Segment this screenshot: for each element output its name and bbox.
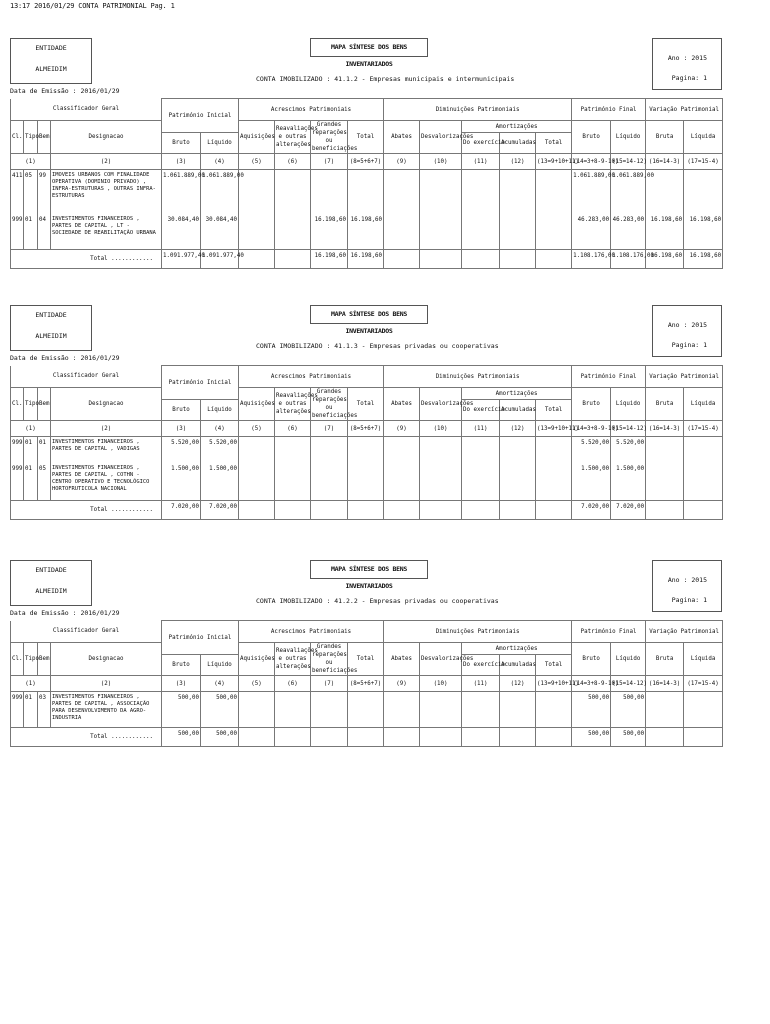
cl-cell: 999	[11, 437, 24, 463]
total-variacao-bruta	[646, 501, 684, 520]
bem-cell: 01	[38, 437, 51, 463]
desvalorizacoes-cell	[420, 214, 462, 250]
designacao-header: Designacao	[51, 121, 162, 154]
column-number: (17=15-4)	[684, 154, 723, 170]
final-bruto-cell: 5.520,00	[572, 437, 611, 463]
amort-acumuladas-cell	[500, 214, 536, 250]
year-page-box	[652, 305, 722, 357]
total-variacao-bruta	[646, 728, 684, 747]
data-emissao: Data de Emissão : 2016/01/29	[10, 609, 120, 617]
designacao-cell: INVESTIMENTOS FINANCEIROS , PARTES DE CAPITAL , LT - SOCIEDADE DE REABILITAÇÃO URBANA	[51, 214, 162, 250]
total-label: Total ............	[11, 728, 162, 747]
patrimonio-final-header: Património Final	[572, 99, 646, 121]
do-exercicio-header: Do exercício	[462, 133, 500, 154]
final-bruto-cell: 500,00	[572, 692, 611, 728]
total-acrescimos	[348, 501, 384, 520]
designacao-cell: INVESTIMENTOS FINANCEIROS , PARTES DE CAPITAL , COTHN - CENTRO OPERATIVO E TECNOLÓGICO HORTOFRUTICOLA NACIONAL	[51, 463, 162, 501]
total-acrescimos	[348, 728, 384, 747]
designacao-cell: IMOVEIS URBANOS COM FINALIDADE OPERATIVA (DOMINIO PRIVADO) , INFRA-ESTRUTURAS , OUTRAS INFRA-ESTRUTURAS	[51, 170, 162, 214]
entidade-name: ALMEIDIM	[35, 332, 67, 340]
column-number: (15=14-12)	[611, 421, 646, 437]
column-number: (6)	[275, 154, 311, 170]
column-number: (11)	[462, 421, 500, 437]
final-liquido-header: Líquido	[611, 121, 646, 154]
column-number: (7)	[311, 676, 348, 692]
column-number: (9)	[384, 676, 420, 692]
reavaliacoes-header: Reavaliações e outras alterações	[275, 388, 311, 421]
amort-exercicio-cell	[462, 170, 500, 214]
column-number: (16=14-3)	[646, 154, 684, 170]
classificador-header: Classificador Geral	[11, 99, 162, 121]
column-number: (13=9+10+11)	[536, 154, 572, 170]
variacao-liquida-cell	[684, 692, 723, 728]
table-row	[11, 214, 723, 250]
final-bruto-cell: 46.283,00	[572, 214, 611, 250]
diminuicoes-header: Diminuições Patrimoniais	[384, 621, 572, 643]
ano-label: Ano : 2015	[667, 54, 707, 62]
liquido-cell: 1.500,00	[201, 463, 239, 501]
data-emissao: Data de Emissão : 2016/01/29	[10, 354, 120, 362]
grandes-cell	[311, 692, 348, 728]
column-number: (15=14-12)	[611, 154, 646, 170]
page-header: 13:17 2016/01/29 CONTA PATRIMONIAL Pag. 1	[10, 2, 175, 10]
reavaliacoes-cell	[275, 170, 311, 214]
desvalorizacoes-cell	[420, 437, 462, 463]
year-page-box	[652, 560, 722, 612]
cl-header: Cl.	[11, 643, 24, 676]
aquisicoes-cell	[239, 463, 275, 501]
bruto-cell: 500,00	[162, 692, 201, 728]
abates-header: Abates	[384, 388, 420, 421]
cl-header: Cl.	[11, 388, 24, 421]
data-emissao: Data de Emissão : 2016/01/29	[10, 87, 120, 95]
cl-cell: 411	[11, 170, 24, 214]
reavaliacoes-header: Reavaliações e outras alterações	[275, 121, 311, 154]
tipo-cell: 01	[24, 437, 38, 463]
total-row	[11, 728, 723, 747]
inventory-table	[10, 98, 723, 269]
patrimonio-final-header: Património Final	[572, 621, 646, 643]
tipo-header: Tipo	[24, 388, 38, 421]
total-final-liquido: 500,00	[611, 728, 646, 747]
aquisicoes-header: Aquisições	[239, 121, 275, 154]
liquido-cell: 5.520,00	[201, 437, 239, 463]
column-number: (11)	[462, 676, 500, 692]
bem-cell: 03	[38, 692, 51, 728]
desvalorizacoes-header: Desvalorizações	[420, 388, 462, 421]
total-final-bruto: 500,00	[572, 728, 611, 747]
acrescimos-total-cell	[348, 170, 384, 214]
acrescimos-header: Acrescimos Patrimoniais	[239, 621, 384, 643]
patrimonio-final-header: Património Final	[572, 366, 646, 388]
column-number: (5)	[239, 154, 275, 170]
bruto-cell: 1.500,00	[162, 463, 201, 501]
total-variacao-bruta: 16.198,60	[646, 250, 684, 269]
conta-imobilizado: CONTA IMOBILIZADO : 41.1.3 - Empresas privadas ou cooperativas	[256, 342, 499, 350]
reavaliacoes-cell	[275, 437, 311, 463]
final-bruto-header: Bruto	[572, 643, 611, 676]
column-number: (17=15-4)	[684, 421, 723, 437]
column-number: (8=5+6+7)	[348, 676, 384, 692]
column-number: (3)	[162, 421, 201, 437]
amort-exercicio-cell	[462, 463, 500, 501]
aquisicoes-cell	[239, 437, 275, 463]
final-liquido-header: Líquido	[611, 643, 646, 676]
designacao-header: Designacao	[51, 388, 162, 421]
reavaliacoes-cell	[275, 692, 311, 728]
do-exercicio-header: Do exercício	[462, 400, 500, 421]
acumuladas-header: Acumuladas	[500, 655, 536, 676]
bem-header: Bem	[38, 388, 51, 421]
total-bruto: 7.020,00	[162, 501, 201, 520]
amortizacoes-total-header: Total	[536, 655, 572, 676]
column-number: (5)	[239, 676, 275, 692]
diminuicoes-header: Diminuições Patrimoniais	[384, 366, 572, 388]
bruto-cell: 30.084,40	[162, 214, 201, 250]
desvalorizacoes-header: Desvalorizações	[420, 643, 462, 676]
table-row	[11, 170, 723, 214]
column-number: (1)	[11, 154, 51, 170]
acrescimos-total-header: Total	[348, 388, 384, 421]
bem-header: Bem	[38, 643, 51, 676]
total-variacao-liquida	[684, 728, 723, 747]
column-number: (6)	[275, 421, 311, 437]
inventory-table	[10, 365, 723, 520]
variacao-bruta-cell: 16.198,60	[646, 214, 684, 250]
abates-cell	[384, 214, 420, 250]
aquisicoes-cell	[239, 214, 275, 250]
classificador-header: Classificador Geral	[11, 621, 162, 643]
table-row	[11, 692, 723, 728]
final-liquido-cell: 500,00	[611, 692, 646, 728]
inicial-bruto-header: Bruto	[162, 655, 201, 676]
acumuladas-header: Acumuladas	[500, 400, 536, 421]
diminuicoes-total-cell	[536, 170, 572, 214]
entidade-name: ALMEIDIM	[35, 587, 67, 595]
column-number: (8=5+6+7)	[348, 421, 384, 437]
variacao-liquida-header: Líquida	[684, 121, 723, 154]
reavaliacoes-cell	[275, 463, 311, 501]
pagina-label: Pagina: 1	[671, 74, 707, 82]
total-label: Total ............	[11, 501, 162, 520]
column-number: (3)	[162, 154, 201, 170]
entidade-label: ENTIDADE	[35, 566, 67, 574]
column-number: (4)	[201, 154, 239, 170]
abates-header: Abates	[384, 121, 420, 154]
entidade-box	[10, 38, 92, 84]
grandes-cell	[311, 170, 348, 214]
amort-exercicio-cell	[462, 692, 500, 728]
variacao-liquida-cell	[684, 170, 723, 214]
variacao-header: Variação Patrimonial	[646, 621, 723, 643]
amortizacoes-header: Amortizações	[462, 121, 572, 133]
bruto-cell: 1.061.889,00	[162, 170, 201, 214]
amort-acumuladas-cell	[500, 692, 536, 728]
report-title: MAPA SÍNTESE DOS BENS INVENTARIADOS	[310, 38, 428, 57]
aquisicoes-cell	[239, 692, 275, 728]
total-grandes	[311, 501, 348, 520]
variacao-liquida-header: Líquida	[684, 643, 723, 676]
column-number: (12)	[500, 676, 536, 692]
do-exercicio-header: Do exercício	[462, 655, 500, 676]
acrescimos-total-cell	[348, 463, 384, 501]
tipo-cell: 01	[24, 692, 38, 728]
column-number: (2)	[51, 421, 162, 437]
acrescimos-total-cell	[348, 692, 384, 728]
grandes-cell: 16.198,60	[311, 214, 348, 250]
tipo-header: Tipo	[24, 643, 38, 676]
column-number: (1)	[11, 421, 51, 437]
cl-cell: 999	[11, 214, 24, 250]
column-number: (9)	[384, 421, 420, 437]
acumuladas-header: Acumuladas	[500, 133, 536, 154]
column-number: (16=14-3)	[646, 421, 684, 437]
entidade-box	[10, 560, 92, 606]
cl-cell: 999	[11, 692, 24, 728]
total-final-liquido: 1.108.176,00	[611, 250, 646, 269]
column-number: (3)	[162, 676, 201, 692]
total-liquido: 500,00	[201, 728, 239, 747]
ano-label: Ano : 2015	[667, 321, 707, 329]
ano-label: Ano : 2015	[667, 576, 707, 584]
table-row	[11, 437, 723, 463]
final-bruto-cell: 1.061.889,00	[572, 170, 611, 214]
abates-cell	[384, 170, 420, 214]
column-number: (10)	[420, 676, 462, 692]
amortizacoes-header: Amortizações	[462, 643, 572, 655]
diminuicoes-total-cell	[536, 214, 572, 250]
column-number: (8=5+6+7)	[348, 154, 384, 170]
liquido-cell: 500,00	[201, 692, 239, 728]
amortizacoes-header: Amortizações	[462, 388, 572, 400]
column-number: (14=3+8-9-10)	[572, 676, 611, 692]
report-title: MAPA SÍNTESE DOS BENS INVENTARIADOS	[310, 560, 428, 579]
amortizacoes-total-header: Total	[536, 400, 572, 421]
cl-header: Cl.	[11, 121, 24, 154]
inventory-table	[10, 620, 723, 747]
abates-cell	[384, 437, 420, 463]
inicial-bruto-header: Bruto	[162, 133, 201, 154]
bem-cell: 99	[38, 170, 51, 214]
variacao-bruta-header: Bruta	[646, 388, 684, 421]
patrimonio-inicial-header: Património Inicial	[162, 99, 239, 133]
desvalorizacoes-cell	[420, 692, 462, 728]
final-bruto-header: Bruto	[572, 121, 611, 154]
variacao-liquida-cell	[684, 437, 723, 463]
column-number: (11)	[462, 154, 500, 170]
diminuicoes-total-cell	[536, 692, 572, 728]
total-row	[11, 501, 723, 520]
total-liquido: 1.091.977,40	[201, 250, 239, 269]
column-number: (4)	[201, 421, 239, 437]
diminuicoes-total-cell	[536, 437, 572, 463]
final-liquido-cell: 1.061.889,00	[611, 170, 646, 214]
column-number: (14=3+8-9-10)	[572, 421, 611, 437]
acrescimos-total-cell: 16.198,60	[348, 214, 384, 250]
grandes-reparacoes-header: Grandes reparações ou beneficiações	[312, 122, 358, 152]
variacao-liquida-cell	[684, 463, 723, 501]
column-number: (14=3+8-9-10)	[572, 154, 611, 170]
grandes-cell	[311, 437, 348, 463]
variacao-bruta-header: Bruta	[646, 643, 684, 676]
acrescimos-total-cell	[348, 437, 384, 463]
column-number: (2)	[51, 154, 162, 170]
column-number: (12)	[500, 421, 536, 437]
column-number: (1)	[11, 676, 51, 692]
reavaliacoes-header: Reavaliações e outras alterações	[275, 643, 311, 676]
designacao-header: Designacao	[51, 643, 162, 676]
total-grandes	[311, 728, 348, 747]
liquido-cell: 1.061.889,00	[201, 170, 239, 214]
bem-cell: 05	[38, 463, 51, 501]
grandes-reparacoes-header: Grandes reparações ou beneficiações	[312, 389, 358, 419]
variacao-bruta-cell	[646, 692, 684, 728]
acrescimos-header: Acrescimos Patrimoniais	[239, 99, 384, 121]
patrimonio-inicial-header: Património Inicial	[162, 621, 239, 655]
cl-cell: 999	[11, 463, 24, 501]
inicial-liquido-header: Líquido	[201, 400, 239, 421]
diminuicoes-total-cell	[536, 463, 572, 501]
total-acrescimos: 16.198,60	[348, 250, 384, 269]
reavaliacoes-cell	[275, 214, 311, 250]
column-number: (12)	[500, 154, 536, 170]
abates-cell	[384, 692, 420, 728]
inicial-liquido-header: Líquido	[201, 133, 239, 154]
inicial-liquido-header: Líquido	[201, 655, 239, 676]
total-label: Total ............	[11, 250, 162, 269]
tipo-cell: 01	[24, 463, 38, 501]
total-grandes: 16.198,60	[311, 250, 348, 269]
total-bruto: 500,00	[162, 728, 201, 747]
column-number: (13=9+10+11)	[536, 421, 572, 437]
column-number: (7)	[311, 421, 348, 437]
amort-exercicio-cell	[462, 437, 500, 463]
year-page-box	[652, 38, 722, 90]
aquisicoes-header: Aquisições	[239, 388, 275, 421]
patrimonio-inicial-header: Património Inicial	[162, 366, 239, 400]
tipo-header: Tipo	[24, 121, 38, 154]
variacao-bruta-header: Bruta	[646, 121, 684, 154]
table-row	[11, 463, 723, 501]
classificador-header: Classificador Geral	[11, 366, 162, 388]
final-liquido-cell: 5.520,00	[611, 437, 646, 463]
acrescimos-total-header: Total	[348, 643, 384, 676]
amort-exercicio-cell	[462, 214, 500, 250]
variacao-bruta-cell	[646, 437, 684, 463]
grandes-cell	[311, 463, 348, 501]
total-bruto: 1.091.977,40	[162, 250, 201, 269]
final-liquido-header: Líquido	[611, 388, 646, 421]
inicial-bruto-header: Bruto	[162, 400, 201, 421]
desvalorizacoes-cell	[420, 463, 462, 501]
conta-imobilizado: CONTA IMOBILIZADO : 41.1.2 - Empresas municipais e intermunicipais	[256, 75, 515, 83]
column-number: (17=15-4)	[684, 676, 723, 692]
report-title: MAPA SÍNTESE DOS BENS INVENTARIADOS	[310, 305, 428, 324]
final-liquido-cell: 46.283,00	[611, 214, 646, 250]
grandes-reparacoes-header: Grandes reparações ou beneficiações	[312, 644, 358, 674]
tipo-cell: 05	[24, 170, 38, 214]
total-final-bruto: 7.020,00	[572, 501, 611, 520]
amort-acumuladas-cell	[500, 463, 536, 501]
amortizacoes-total-header: Total	[536, 133, 572, 154]
amort-acumuladas-cell	[500, 170, 536, 214]
total-variacao-liquida	[684, 501, 723, 520]
column-number: (4)	[201, 676, 239, 692]
amort-acumuladas-cell	[500, 437, 536, 463]
variacao-liquida-cell: 16.198,60	[684, 214, 723, 250]
column-number: (7)	[311, 154, 348, 170]
column-number: (5)	[239, 421, 275, 437]
bem-header: Bem	[38, 121, 51, 154]
column-number: (13=9+10+11)	[536, 676, 572, 692]
total-final-bruto: 1.108.176,00	[572, 250, 611, 269]
column-number: (9)	[384, 154, 420, 170]
column-number: (6)	[275, 676, 311, 692]
entidade-label: ENTIDADE	[35, 44, 67, 52]
bem-cell: 04	[38, 214, 51, 250]
column-number: (16=14-3)	[646, 676, 684, 692]
designacao-cell: INVESTIMENTOS FINANCEIROS , PARTES DE CAPITAL , VADIGAS	[51, 437, 162, 463]
abates-header: Abates	[384, 643, 420, 676]
desvalorizacoes-header: Desvalorizações	[420, 121, 462, 154]
aquisicoes-header: Aquisições	[239, 643, 275, 676]
bruto-cell: 5.520,00	[162, 437, 201, 463]
variacao-liquida-header: Líquida	[684, 388, 723, 421]
acrescimos-total-header: Total	[348, 121, 384, 154]
column-number: (10)	[420, 154, 462, 170]
acrescimos-header: Acrescimos Patrimoniais	[239, 366, 384, 388]
pagina-label: Pagina: 1	[671, 341, 707, 349]
final-bruto-cell: 1.500,00	[572, 463, 611, 501]
final-liquido-cell: 1.500,00	[611, 463, 646, 501]
column-number: (10)	[420, 421, 462, 437]
designacao-cell: INVESTIMENTOS FINANCEIROS , PARTES DE CAPITAL , ASSOCIAÇÃO PARA DESENVOLVIMENTO DA AGRO-INDUSTRIA	[51, 692, 162, 728]
entidade-name: ALMEIDIM	[35, 65, 67, 73]
entidade-box	[10, 305, 92, 351]
tipo-cell: 01	[24, 214, 38, 250]
liquido-cell: 30.084,40	[201, 214, 239, 250]
variacao-header: Variação Patrimonial	[646, 99, 723, 121]
total-liquido: 7.020,00	[201, 501, 239, 520]
column-number: (2)	[51, 676, 162, 692]
total-variacao-liquida: 16.198,60	[684, 250, 723, 269]
diminuicoes-header: Diminuições Patrimoniais	[384, 99, 572, 121]
column-number: (15=14-12)	[611, 676, 646, 692]
abates-cell	[384, 463, 420, 501]
pagina-label: Pagina: 1	[671, 596, 707, 604]
final-bruto-header: Bruto	[572, 388, 611, 421]
variacao-header: Variação Patrimonial	[646, 366, 723, 388]
entidade-label: ENTIDADE	[35, 311, 67, 319]
total-final-liquido: 7.020,00	[611, 501, 646, 520]
conta-imobilizado: CONTA IMOBILIZADO : 41.2.2 - Empresas privadas ou cooperativas	[256, 597, 499, 605]
variacao-bruta-cell	[646, 463, 684, 501]
total-row	[11, 250, 723, 269]
desvalorizacoes-cell	[420, 170, 462, 214]
